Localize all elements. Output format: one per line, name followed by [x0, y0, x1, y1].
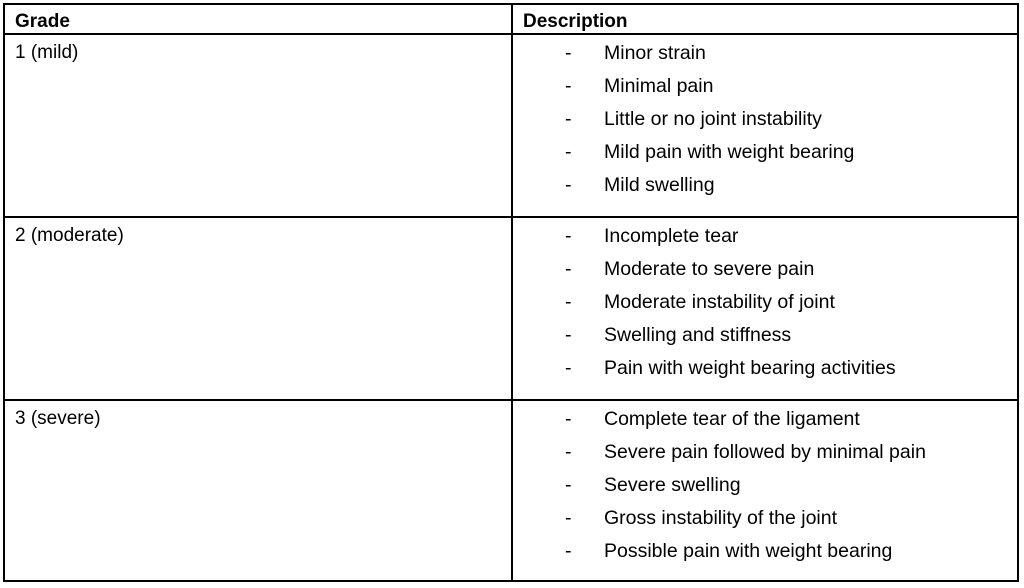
- dash-bullet: -: [565, 357, 572, 379]
- description-list: [513, 35, 1017, 206]
- dash-bullet: -: [565, 141, 572, 163]
- table-row: [4, 217, 1018, 400]
- list-item: - Minor strain: [565, 42, 706, 64]
- description-cell: [512, 400, 1018, 581]
- dash-bullet: -: [565, 291, 572, 313]
- list-item: - Mild swelling: [565, 174, 715, 196]
- dash-bullet: -: [565, 75, 572, 97]
- grade-cell: 1 (mild): [4, 34, 512, 217]
- dash-bullet: -: [565, 108, 572, 130]
- dash-bullet: -: [565, 540, 572, 562]
- dash-bullet: -: [565, 324, 572, 346]
- grade-cell: 2 (moderate): [4, 217, 512, 400]
- dash-bullet: -: [565, 42, 572, 64]
- header-description: Description: [512, 4, 1018, 34]
- dash-bullet: -: [565, 441, 572, 463]
- description-list: [513, 401, 1017, 572]
- list-item: - Severe swelling: [565, 474, 741, 496]
- description-list: [513, 218, 1017, 389]
- dash-bullet: -: [565, 174, 572, 196]
- dash-bullet: -: [565, 408, 572, 430]
- description-cell: [512, 34, 1018, 217]
- table-row: [4, 34, 1018, 217]
- header-row: [4, 4, 1018, 34]
- list-item: - Minimal pain: [565, 75, 714, 97]
- sprain-grade-table: [3, 3, 1019, 582]
- grade-cell: 3 (severe): [4, 400, 512, 581]
- list-item: - Severe pain followed by minimal pain: [565, 441, 926, 463]
- list-item: - Mild pain with weight bearing: [565, 141, 855, 163]
- list-item: - Gross instability of the joint: [565, 507, 838, 529]
- dash-bullet: -: [565, 507, 572, 529]
- dash-bullet: -: [565, 474, 572, 496]
- list-item: - Moderate to severe pain: [565, 258, 815, 280]
- list-item: - Little or no joint instability: [565, 108, 822, 130]
- list-item: - Moderate instability of joint: [565, 291, 835, 313]
- list-item: - Incomplete tear: [565, 225, 739, 247]
- list-item: - Swelling and stiffness: [565, 324, 792, 346]
- list-item: - Possible pain with weight bearing: [565, 540, 893, 562]
- header-grade: Grade: [4, 4, 512, 34]
- description-cell: [512, 217, 1018, 400]
- list-item: - Complete tear of the ligament: [565, 408, 860, 430]
- table-row: [4, 400, 1018, 581]
- dash-bullet: -: [565, 258, 572, 280]
- list-item: - Pain with weight bearing activities: [565, 357, 896, 379]
- dash-bullet: -: [565, 225, 572, 247]
